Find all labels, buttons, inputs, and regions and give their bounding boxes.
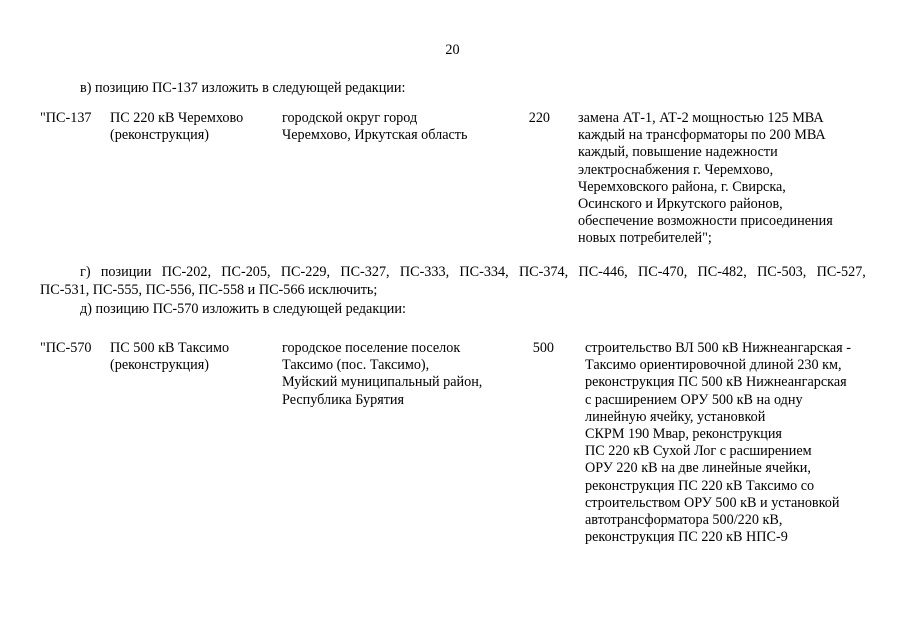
row1-description-line: замена АТ-1, АТ-2 мощностью 125 МВА — [578, 110, 824, 126]
paragraph-g-word: ПС-205, — [221, 264, 271, 280]
row2-location — [282, 340, 482, 409]
row1-name-line: ПС 220 кВ Черемхово — [110, 110, 244, 126]
row2-description-line: строительством ОРУ 500 кВ и установкой — [585, 494, 840, 511]
row1-description-line: Осинского и Иркутского районов, — [578, 196, 783, 213]
row2-location-line: Таксимо (пос. Таксимо), — [282, 357, 430, 374]
row1-description-line: обеспечение возможности присоединения — [578, 213, 833, 230]
paragraph-g-word: ПС-503, — [757, 264, 807, 280]
row2-location-line: городское поселение поселок — [282, 340, 461, 356]
row1-description — [578, 110, 833, 248]
row1-code: "ПС-137 — [40, 110, 92, 126]
row2-description-line: строительство ВЛ 500 кВ Нижнеангарская - — [585, 340, 851, 356]
row1-name — [110, 110, 243, 144]
paragraph-d: д) позицию ПС-570 изложить в следующей редакции: — [80, 301, 406, 317]
row1-location — [282, 110, 467, 144]
row2-description-line: ОРУ 220 кВ на две линейные ячейки, — [585, 460, 811, 477]
row2-description-line: реконструкция ПС 500 кВ Нижнеангарская — [585, 374, 847, 391]
row2-description-line: СКРМ 190 Мвар, реконструкция — [585, 426, 782, 443]
row2-description — [585, 340, 851, 546]
row2-description-line: Таксимо ориентировочной длиной 230 км, — [585, 357, 842, 374]
paragraph-g-word: ПС-327, — [340, 264, 390, 280]
row2-description-line: автотрансформатора 500/220 кВ, — [585, 512, 783, 529]
row1-location-line: городской округ город — [282, 110, 418, 126]
row1-description-line: новых потребителей"; — [578, 230, 712, 247]
row2-description-line: реконструкция ПС 220 кВ НПС-9 — [585, 529, 788, 546]
row2-description-line: с расширением ОРУ 500 кВ на одну — [585, 391, 803, 408]
paragraph-g-word: г) — [80, 264, 91, 280]
paragraph-g-word: ПС-229, — [280, 264, 331, 280]
row2-location-line: Муйский муниципальный район, — [282, 374, 483, 391]
row2-description-line: ПС 220 кВ Сухой Лог с расширением — [585, 443, 812, 460]
row1-name-line: (реконструкция) — [110, 127, 209, 144]
row2-name-line: (реконструкция) — [110, 357, 209, 374]
row2-location-line: Республика Бурятия — [282, 391, 405, 408]
row1-description-line: каждый на трансформаторы по 200 МВА — [578, 127, 826, 144]
row1-voltage: 220 — [528, 110, 550, 126]
paragraph-g-line1 — [80, 264, 866, 281]
paragraph-g-word: ПС-470, — [638, 264, 688, 280]
row1-description-line: электроснабжения г. Черемхово, — [578, 161, 774, 178]
paragraph-g-word: ПС-527, — [816, 264, 866, 280]
row1-description-line: Черемховского района, г. Свирска, — [578, 178, 786, 195]
row2-name — [110, 340, 229, 374]
paragraph-g-line2: ПС-531, ПС-555, ПС-556, ПС-558 и ПС-566 исключить; — [40, 282, 378, 298]
paragraph-g-word: ПС-374, — [518, 264, 569, 280]
row2-voltage: 500 — [532, 340, 554, 356]
row2-code: "ПС-570 — [40, 340, 92, 356]
row2-description-line: линейную ячейку, установкой — [585, 408, 766, 425]
row2-name-line: ПС 500 кВ Таксимо — [110, 340, 230, 356]
row1-location-line: Черемхово, Иркутская область — [282, 127, 468, 144]
paragraph-g-word: ПС-334, — [459, 264, 509, 280]
paragraph-g-word: ПС-202, — [161, 264, 212, 280]
paragraph-v: в) позицию ПС-137 изложить в следующей редакции: — [80, 80, 406, 96]
row1-description-line: каждый, повышение надежности — [578, 144, 778, 161]
paragraph-g-word: ПС-333, — [399, 264, 450, 280]
paragraph-g-word: ПС-446, — [578, 264, 628, 280]
paragraph-g-word: ПС-482, — [697, 264, 747, 280]
row2-description-line: реконструкция ПС 220 кВ Таксимо со — [585, 477, 815, 494]
page-number: 20 — [445, 42, 460, 58]
paragraph-g-word: позиции — [100, 264, 152, 280]
